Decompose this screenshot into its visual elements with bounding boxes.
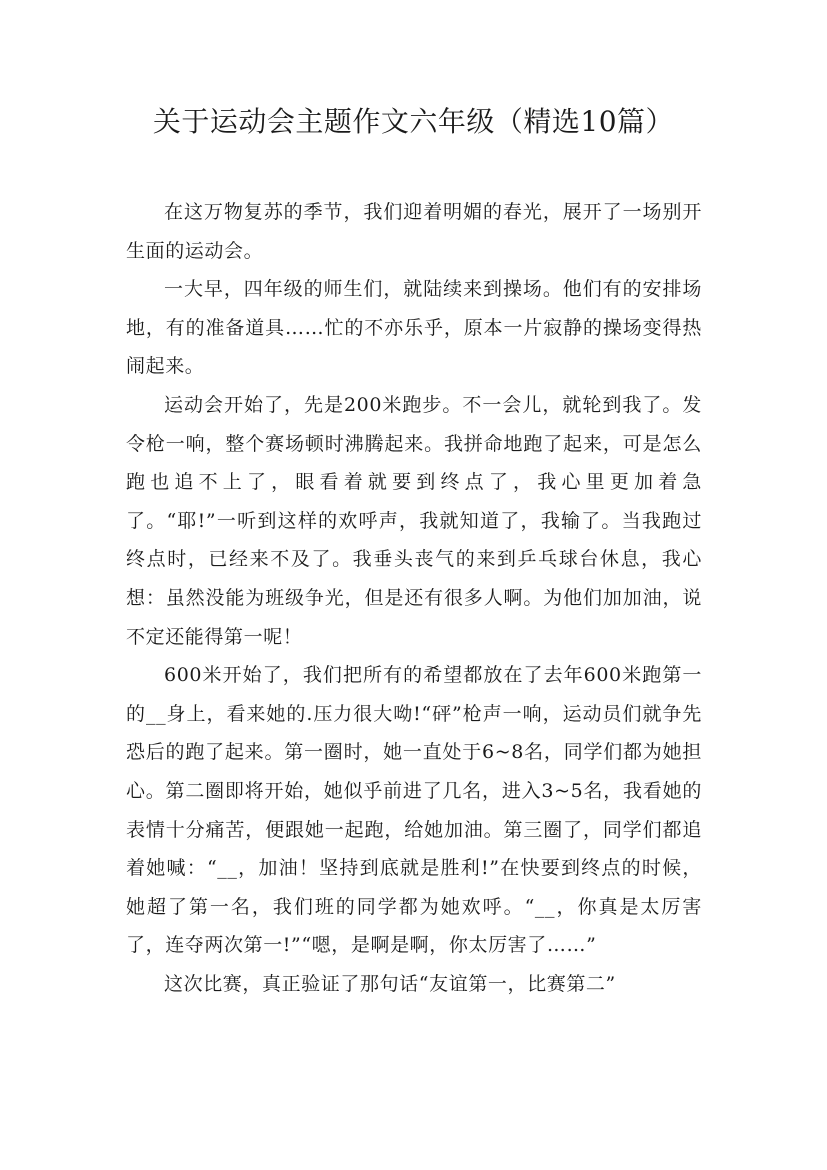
paragraph: 这次比赛，真正验证了那句话“友谊第一，比赛第二” — [164, 972, 616, 995]
paragraph: 一大早，四年级的师生们，就陆续来到操场。他们有的安排场地，有的准备道具……忙的不亦乐乎，原本一片寂静的操场变得热闹起来。 — [126, 278, 702, 378]
document-body — [126, 193, 702, 1003]
paragraph: 运动会开始了，先是200米跑步。不一会儿，就轮到我了。发令枪一响，整个赛场顿时沸腾起来。我拼命地跑了起来，可是怎么跑也追不上了，眼看着就要到终点了，我心里更加着急了。“耶!”一听到这样的欢呼声，我就知道了，我输了。当我跑过终点时，已经来不及了。我垂头丧气的来到乒乓球台休息，我心想：虽然没能为班级争光，但是还有很多人啊。为他们加加油，说不定还能得第一呢！ — [126, 393, 702, 648]
paragraph: 在这万物复苏的季节，我们迎着明媚的春光，展开了一场别开生面的运动会。 — [126, 201, 702, 262]
document-title: 关于运动会主题作文六年级（精选10篇） — [152, 105, 675, 138]
paragraph: 600米开始了，我们把所有的希望都放在了去年600米跑第一的__身上，看来她的.压力很大呦!“砰”枪声一响，运动员们就争先恐后的跑了起来。第一圈时，她一直处于6~8名，同学们都为她担心。第二圈即将开始，她似乎前进了几名，进入3~5名，我看她的表情十分痛苦，便跟她一起跑，给她加油。第三圈了，同学们都追着她喊：“__，加油！坚持到底就是胜利!”在快要到终点的时候，她超了第一名，我们班的同学都为她欢呼。“__，你真是太厉害了，连夺两次第一!”“嗯，是啊是啊，你太厉害了……” — [126, 664, 702, 957]
